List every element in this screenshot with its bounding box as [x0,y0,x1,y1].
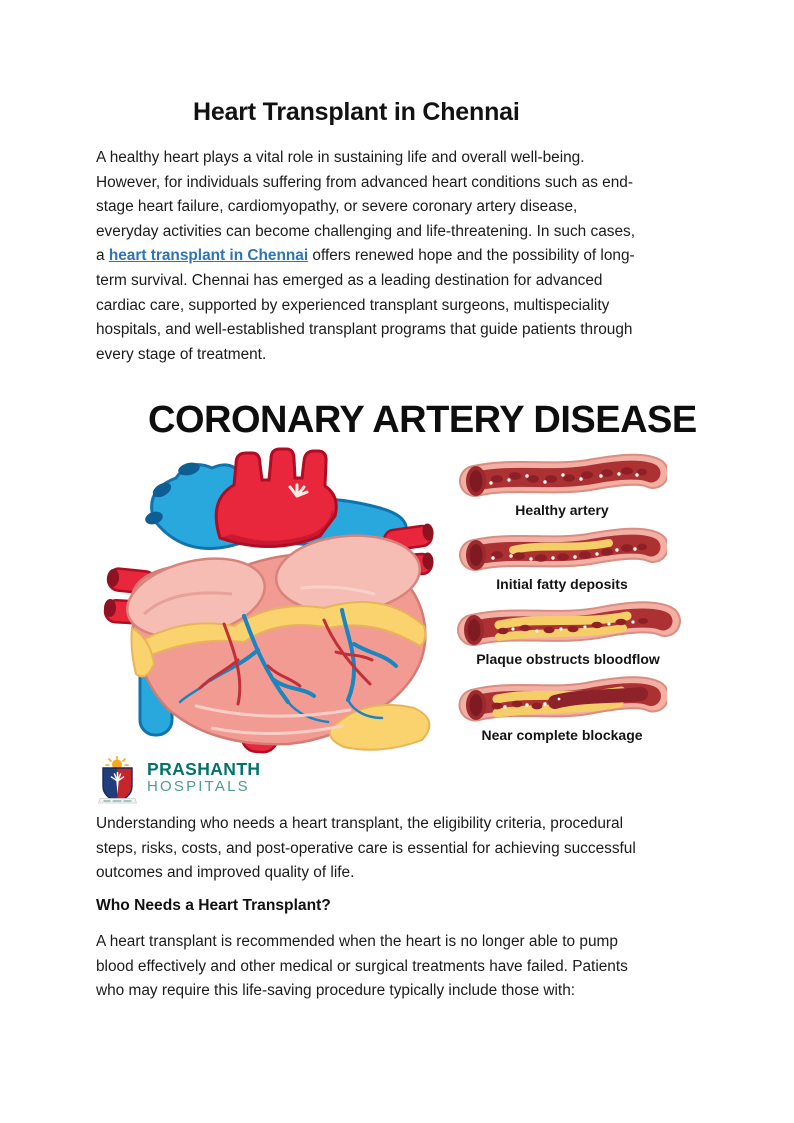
heart-transplant-link[interactable]: heart transplant in Chennai [108,247,309,265]
link-line-post: offers renewed hope and the possibility of long- [308,247,635,265]
hospital-logo-name: PRASHANTH [147,759,261,779]
artery-stage-label: Healthy artery [515,502,609,518]
paragraph-line: hospitals, and well-established transplant programs that guide patients through [96,321,633,339]
artery-stage-label: Near complete blockage [481,727,643,743]
paragraph-line: who may require this life-saving procedure typically include those with: [96,982,576,1000]
plaque-artery-image [455,598,681,648]
heart-illustration-image [92,438,442,758]
fatty-deposits-artery-image [457,525,667,573]
paragraph-line: steps, risks, costs, and post-operative care is essential for achieving successful [96,839,636,857]
artery-stage-plaque [451,598,685,667]
healthy-artery-image [457,451,667,499]
paragraph-line: every stage of treatment. [96,345,267,363]
paragraph-line-with-link [96,244,708,269]
who-needs-heading: Who Needs a Heart Transplant? [96,897,331,914]
artery-stage-label: Plaque obstructs bloodflow [476,651,660,667]
recommendation-paragraph [96,930,708,1004]
paragraph-line: A heart transplant is recommended when the heart is no longer able to pump [96,933,618,950]
link-line-pre: a [96,247,109,265]
hospital-logo [98,756,260,804]
understanding-paragraph [96,812,708,886]
hospital-logo-subtitle: HOSPITALS [147,778,250,795]
paragraph-line: term survival. Chennai has emerged as a leading destination for advanced [96,271,603,289]
paragraph-line: stage heart failure, cardiomyopathy, or severe coronary artery disease, [96,198,578,216]
page-title: Heart Transplant in Chennai [193,98,520,126]
paragraph-line: outcomes and improved quality of life. [96,864,355,882]
paragraph-line: everyday activities can become challenging and life-threatening. In such cases, [96,222,635,240]
artery-stage-blockage [451,672,673,743]
paragraph-line: However, for individuals suffering from advanced heart conditions such as end- [96,173,633,191]
paragraph-line: Understanding who needs a heart transplant, the eligibility criteria, procedural [96,815,624,832]
artery-stage-fatty-deposits [451,525,673,592]
paragraph-line: cardiac care, supported by experienced transplant surgeons, multispeciality [96,296,610,314]
hospital-logo-text [147,756,260,795]
hospital-shield-icon [98,756,138,804]
figure-heading: CORONARY ARTERY DISEASE [148,399,697,441]
paragraph-line: blood effectively and other medical or surgical treatments have failed. Patients [96,957,628,975]
artery-stage-healthy [451,451,673,518]
paragraph-line: A healthy heart plays a vital role in sustaining life and overall well-being. [96,149,585,166]
intro-paragraph [96,146,708,367]
artery-stage-label: Initial fatty deposits [496,576,628,592]
blockage-artery-image [457,672,667,724]
